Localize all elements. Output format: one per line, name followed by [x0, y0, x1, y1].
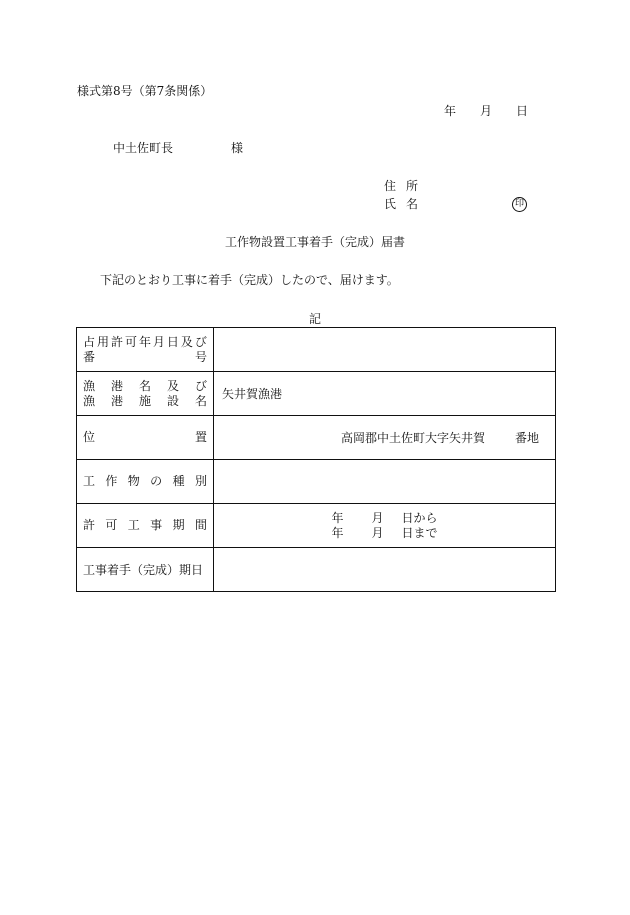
label-port-facility: 漁 港 名 及 び 漁 港 施 設 名: [77, 372, 214, 416]
date-month-label: 月: [480, 104, 493, 118]
label-permit-date-number: 占 用 許 可 年 月 日 及 び 番 号: [77, 328, 214, 372]
table-row: [77, 460, 556, 504]
table-row: [77, 416, 556, 460]
record-mark: 記: [308, 312, 321, 326]
value-start-completion-date[interactable]: [214, 548, 556, 592]
recipient-name: 中土佐町長: [113, 141, 174, 155]
date-day-label: 日: [516, 104, 529, 118]
value-permit-date-number[interactable]: [214, 328, 556, 372]
value-port-facility[interactable]: 矢井賀漁港: [214, 372, 556, 416]
label-structure-type: 工 作 物 の 種 別: [77, 460, 214, 504]
table-row: [77, 372, 556, 416]
label-location: 位 置: [77, 416, 214, 460]
value-structure-type[interactable]: [214, 460, 556, 504]
value-location[interactable]: [214, 416, 556, 460]
table-row: [77, 504, 556, 548]
body-text: 下記のとおり工事に着手（完成）したので、届けます。: [100, 273, 399, 287]
date-line: [444, 104, 528, 118]
location-address: 高岡郡中土佐町大字矢井賀: [340, 431, 485, 445]
date-year-label: 年: [444, 104, 457, 118]
info-table: [76, 327, 556, 592]
address-label: 住所: [384, 179, 429, 193]
seal-icon: 印: [512, 197, 527, 212]
value-permit-period[interactable]: [214, 504, 556, 548]
table-row: [77, 548, 556, 592]
name-label: 氏名: [384, 197, 429, 211]
label-start-completion-date: 工事着手（完成）期日: [77, 548, 214, 592]
document-title: 工作物設置工事着手（完成）届書: [224, 235, 405, 249]
table-row: [77, 328, 556, 372]
location-suffix: 番地: [514, 431, 539, 445]
period-start: 年 月 日から: [331, 510, 438, 525]
form-number: 様式第8号（第7条関係）: [77, 84, 213, 98]
label-permit-period: 許 可 工 事 期 間: [77, 504, 214, 548]
recipient-honorific: 様: [231, 141, 244, 155]
period-end: 年 月 日まで: [331, 525, 438, 540]
